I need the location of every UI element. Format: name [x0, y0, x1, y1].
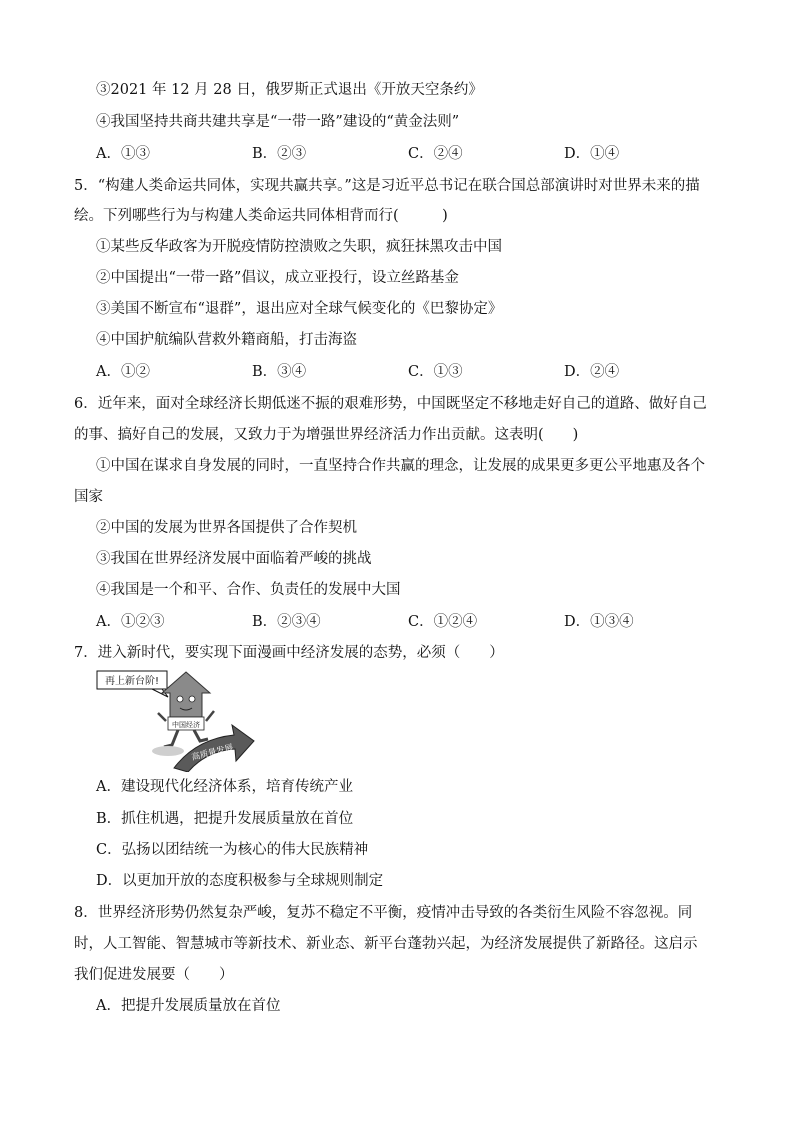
q5-options — [96, 362, 716, 382]
q4-option-b[interactable]: B．②③ — [252, 146, 307, 162]
q8-stem-line-3: 我们促进发展要（ ） — [74, 967, 234, 983]
q4-item-3: ③2021 年 12 月 28 日，俄罗斯正式退出《开放天空条约》 — [96, 82, 483, 98]
q5-item-1: ①某些反华政客为开脱疫情防控溃败之失职，疯狂抹黑攻击中国 — [96, 239, 502, 255]
figure-eye-left — [177, 696, 183, 702]
q7-option-c[interactable]: C．弘扬以团结统一为核心的伟大民族精神 — [96, 842, 369, 858]
q4-option-a[interactable]: A．①③ — [96, 146, 150, 162]
q5-stem-line-2: 绘。下列哪些行为与构建人类命运共同体相背而行( ) — [74, 208, 448, 224]
q7-stem: 7．进入新时代，要实现下面漫画中经济发展的态势，必须（ ） — [74, 645, 504, 661]
q6-stem-line-1: 6．近年来，面对全球经济长期低迷不振的艰难形势，中国既坚定不移地走好自己的道路、做好自己 — [74, 396, 707, 412]
q6-option-b[interactable]: B．②③④ — [252, 614, 321, 630]
q6-item-1-cont: 国家 — [74, 489, 103, 505]
figure-eye-right — [189, 696, 195, 702]
q7-option-b[interactable]: B．抓住机遇，把提升发展质量放在首位 — [96, 811, 354, 827]
q6-item-1: ①中国在谋求自身发展的同时，一直坚持合作共赢的理念，让发展的成果更多更公平地惠及各个 — [96, 458, 705, 474]
q6-stem-line-2: 的事、搞好自己的发展，又致力于为增强世界经济活力作出贡献。这表明( ) — [74, 427, 579, 443]
q8-stem-line-2: 时，人工智能、智慧城市等新技术、新业态、新平台蓬勃兴起，为经济发展提供了新路径。这启示 — [74, 936, 698, 952]
q4-item-4: ④我国坚持共商共建共享是“一带一路”建设的“黄金法则” — [96, 114, 460, 130]
arrow-text: 高质量发展 — [190, 743, 235, 764]
sign-text: 中国经济 — [172, 721, 200, 729]
q5-option-b[interactable]: B．③④ — [252, 364, 307, 380]
economy-cartoon — [96, 669, 256, 772]
q6-option-d[interactable]: D．①③④ — [564, 614, 634, 630]
q5-item-4: ④中国护航编队营救外籍商船，打击海盗 — [96, 332, 357, 348]
q4-options — [96, 144, 716, 164]
q6-options — [96, 612, 716, 632]
q5-item-3: ③美国不断宣布“退群”，退出应对全球气候变化的《巴黎协定》 — [96, 301, 503, 317]
q5-option-c[interactable]: C．①③ — [408, 364, 463, 380]
q7-option-d[interactable]: D．以更加开放的态度积极参与全球规则制定 — [96, 873, 384, 889]
q6-option-a[interactable]: A．①②③ — [96, 614, 165, 630]
q6-item-4: ④我国是一个和平、合作、负责任的发展中大国 — [96, 582, 401, 598]
q5-stem-line-1: 5．“构建人类命运共同体，实现共赢共享。”这是习近平总书记在联合国总部演讲时对世界未来的描 — [74, 178, 700, 194]
q4-option-d[interactable]: D．①④ — [564, 146, 620, 162]
q5-option-a[interactable]: A．①② — [96, 364, 150, 380]
q6-item-3: ③我国在世界经济发展中面临着严峻的挑战 — [96, 551, 372, 567]
q4-option-c[interactable]: C．②④ — [408, 146, 463, 162]
q6-item-2: ②中国的发展为世界各国提供了合作契机 — [96, 520, 357, 536]
q6-option-c[interactable]: C．①②④ — [408, 614, 478, 630]
dust-cloud — [152, 746, 184, 756]
q7-option-a[interactable]: A．建设现代化经济体系，培育传统产业 — [96, 779, 353, 795]
speech-text: 再上新台阶! — [104, 676, 160, 687]
q5-option-d[interactable]: D．②④ — [564, 364, 620, 380]
q8-stem-line-1: 8．世界经济形势仍然复杂严峻，复苏不稳定不平衡，疫情冲击导致的各类衍生风险不容忽视。同 — [74, 905, 693, 921]
q8-option-a[interactable]: A．把提升发展质量放在首位 — [96, 998, 281, 1014]
q5-item-2: ②中国提出“一带一路”倡议，成立亚投行，设立丝路基金 — [96, 270, 459, 286]
